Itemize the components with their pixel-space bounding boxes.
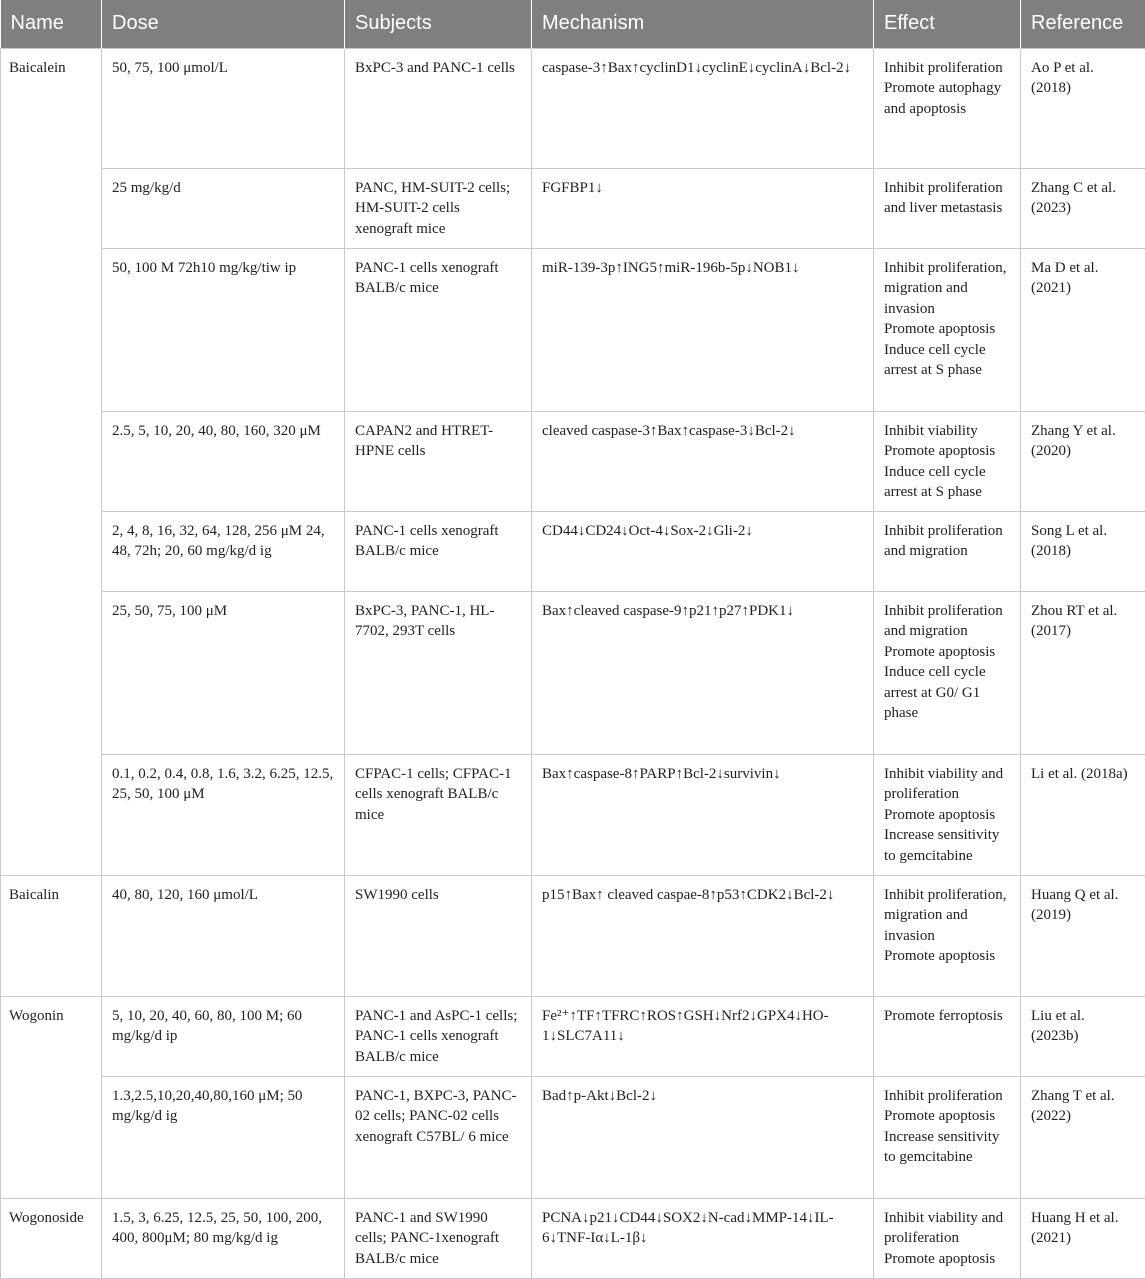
mechanism-cell: Fe²⁺↑TF↑TFRC↑ROS↑GSH↓Nrf2↓GPX4↓HO-1↓SLC7A11↓ <box>532 996 874 1076</box>
reference-cell: Li et al. (2018a) <box>1021 754 1145 875</box>
compound-name: Wogonoside <box>1 1198 102 1278</box>
effect-cell <box>874 511 1021 591</box>
effect-line: Induce cell cycle arrest at S phase <box>884 340 1010 381</box>
subjects-cell: PANC-1 cells xenograft BALB/c mice <box>345 511 532 591</box>
table-body <box>1 48 1145 1278</box>
table-row <box>1 48 1145 168</box>
subjects-cell: PANC-1 and SW1990 cells; PANC-1xenograft BALB/c mice <box>345 1198 532 1278</box>
mechanism-cell: cleaved caspase-3↑Bax↑caspase-3↓Bcl-2↓ <box>532 411 874 511</box>
table-header <box>1 0 1145 48</box>
effect-line: Promote ferroptosis <box>884 1006 1010 1027</box>
table-row <box>1 511 1145 591</box>
effect-line: Increase sensitivity to gemcitabine <box>884 1127 1010 1168</box>
reference-cell: Zhang T et al. (2022) <box>1021 1076 1145 1198</box>
effect-cell <box>874 996 1021 1076</box>
effect-line: Promote apoptosis <box>884 441 1010 462</box>
subjects-cell: PANC-1, BXPC-3, PANC-02 cells; PANC-02 cells xenograft C57BL/ 6 mice <box>345 1076 532 1198</box>
mechanism-cell: caspase-3↑Bax↑cyclinD1↓cyclinE↓cyclinA↓Bcl-2↓ <box>532 48 874 168</box>
dose-cell: 2, 4, 8, 16, 32, 64, 128, 256 μM 24, 48, 72h; 20, 60 mg/kg/d ig <box>102 511 345 591</box>
effect-line: Inhibit proliferation, migration and invasion <box>884 885 1010 947</box>
dose-cell: 25, 50, 75, 100 μM <box>102 591 345 754</box>
mechanism-cell: miR-139-3p↑ING5↑miR-196b-5p↓NOB1↓ <box>532 248 874 411</box>
subjects-cell: CAPAN2 and HTRET-HPNE cells <box>345 411 532 511</box>
effect-line: Increase sensitivity to gemcitabine <box>884 825 1010 866</box>
effect-cell <box>874 875 1021 996</box>
effect-cell <box>874 1076 1021 1198</box>
effect-line: Promote apoptosis <box>884 805 1010 826</box>
effect-line: Promote apoptosis <box>884 946 1010 967</box>
mechanism-cell: Bad↑p-Akt↓Bcl-2↓ <box>532 1076 874 1198</box>
effect-cell <box>874 248 1021 411</box>
mechanism-cell: p15↑Bax↑ cleaved caspae-8↑p53↑CDK2↓Bcl-2↓ <box>532 875 874 996</box>
dose-cell: 50, 75, 100 μmol/L <box>102 48 345 168</box>
header-reference: Reference <box>1021 0 1145 48</box>
reference-cell: Huang H et al. (2021) <box>1021 1198 1145 1278</box>
effect-line: Inhibit viability <box>884 421 1010 442</box>
dose-cell: 0.1, 0.2, 0.4, 0.8, 1.6, 3.2, 6.25, 12.5, 25, 50, 100 μM <box>102 754 345 875</box>
table-row <box>1 168 1145 248</box>
dose-cell: 40, 80, 120, 160 μmol/L <box>102 875 345 996</box>
dose-cell: 50, 100 M 72h10 mg/kg/tiw ip <box>102 248 345 411</box>
effect-line: Promote apoptosis <box>884 642 1010 663</box>
dose-cell: 1.5, 3, 6.25, 12.5, 25, 50, 100, 200, 400, 800μM; 80 mg/kg/d ig <box>102 1198 345 1278</box>
effect-line: Promote autophagy and apoptosis <box>884 78 1010 119</box>
effect-line: Inhibit proliferation and migration <box>884 601 1010 642</box>
subjects-cell: SW1990 cells <box>345 875 532 996</box>
effect-line: Inhibit viability and proliferation <box>884 1208 1010 1249</box>
table-row <box>1 411 1145 511</box>
header-subjects: Subjects <box>345 0 532 48</box>
subjects-cell: PANC, HM-SUIT-2 cells; HM-SUIT-2 cells xenograft mice <box>345 168 532 248</box>
effect-line: Inhibit viability and proliferation <box>884 764 1010 805</box>
subjects-cell: BxPC-3 and PANC-1 cells <box>345 48 532 168</box>
effect-cell <box>874 1198 1021 1278</box>
header-mechanism: Mechanism <box>532 0 874 48</box>
effect-line: Inhibit proliferation <box>884 1086 1010 1107</box>
reference-cell: Ma D et al. (2021) <box>1021 248 1145 411</box>
table-row <box>1 1076 1145 1198</box>
reference-cell: Liu et al. (2023b) <box>1021 996 1145 1076</box>
mechanism-cell: FGFBP1↓ <box>532 168 874 248</box>
table-row <box>1 591 1145 754</box>
table-row <box>1 248 1145 411</box>
effect-line: Induce cell cycle arrest at S phase <box>884 462 1010 503</box>
dose-cell: 25 mg/kg/d <box>102 168 345 248</box>
subjects-cell: PANC-1 cells xenograft BALB/c mice <box>345 248 532 411</box>
header-dose: Dose <box>102 0 345 48</box>
header-row <box>1 0 1145 48</box>
effect-line: Inhibit proliferation and liver metastasis <box>884 178 1010 219</box>
table-row <box>1 875 1145 996</box>
effect-cell <box>874 591 1021 754</box>
effect-line: Inhibit proliferation and migration <box>884 521 1010 562</box>
mechanism-cell: CD44↓CD24↓Oct-4↓Sox-2↓Gli-2↓ <box>532 511 874 591</box>
reference-cell: Song L et al. (2018) <box>1021 511 1145 591</box>
table-row <box>1 1198 1145 1278</box>
mechanism-cell: Bax↑caspase-8↑PARP↑Bcl-2↓survivin↓ <box>532 754 874 875</box>
effect-line: Promote apoptosis <box>884 1106 1010 1127</box>
effect-cell <box>874 754 1021 875</box>
table-row <box>1 754 1145 875</box>
effect-cell <box>874 168 1021 248</box>
effect-line: Inhibit proliferation <box>884 58 1010 79</box>
compound-name: Baicalein <box>1 48 102 875</box>
reference-cell: Zhou RT et al. (2017) <box>1021 591 1145 754</box>
reference-cell: Zhang Y et al. (2020) <box>1021 411 1145 511</box>
effect-line: Inhibit proliferation, migration and invasion <box>884 258 1010 320</box>
mechanism-cell: Bax↑cleaved caspase-9↑p21↑p27↑PDK1↓ <box>532 591 874 754</box>
subjects-cell: CFPAC-1 cells; CFPAC-1 cells xenograft BALB/c mice <box>345 754 532 875</box>
subjects-cell: BxPC-3, PANC-1, HL-7702, 293T cells <box>345 591 532 754</box>
dose-cell: 1.3,2.5,10,20,40,80,160 μM; 50 mg/kg/d ig <box>102 1076 345 1198</box>
compound-name: Wogonin <box>1 996 102 1198</box>
reference-cell: Ao P et al. (2018) <box>1021 48 1145 168</box>
header-effect: Effect <box>874 0 1021 48</box>
effect-line: Promote apoptosis <box>884 319 1010 340</box>
mechanism-cell: PCNA↓p21↓CD44↓SOX2↓N-cad↓MMP-14↓IL-6↓TNF-Iα↓L-1β↓ <box>532 1198 874 1278</box>
subjects-cell: PANC-1 and AsPC-1 cells; PANC-1 cells xenograft BALB/c mice <box>345 996 532 1076</box>
reference-cell: Zhang C et al. (2023) <box>1021 168 1145 248</box>
effect-cell <box>874 48 1021 168</box>
header-name: Name <box>1 0 102 48</box>
effect-line: Induce cell cycle arrest at G0/ G1 phase <box>884 662 1010 724</box>
table-row <box>1 996 1145 1076</box>
effect-cell <box>874 411 1021 511</box>
reference-cell: Huang Q et al. (2019) <box>1021 875 1145 996</box>
dose-cell: 2.5, 5, 10, 20, 40, 80, 160, 320 μM <box>102 411 345 511</box>
dose-cell: 5, 10, 20, 40, 60, 80, 100 M; 60 mg/kg/d ip <box>102 996 345 1076</box>
effect-line: Promote apoptosis <box>884 1249 1010 1270</box>
compound-name: Baicalin <box>1 875 102 996</box>
